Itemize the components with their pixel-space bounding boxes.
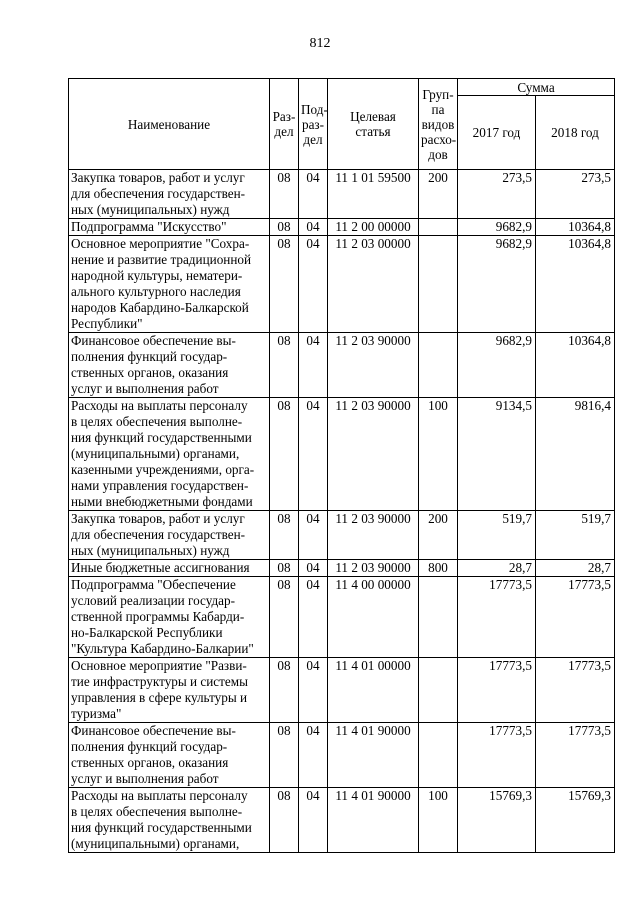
row-podrazdel: 04 <box>299 236 328 333</box>
row-sum-2017: 9682,9 <box>458 219 536 236</box>
header-year-2017: 2017 год <box>458 96 536 170</box>
row-razdel: 08 <box>270 560 299 577</box>
row-sum-2018: 10364,8 <box>536 236 615 333</box>
row-target-article: 11 2 00 00000 <box>328 219 419 236</box>
row-podrazdel: 04 <box>299 658 328 723</box>
row-sum-2018: 28,7 <box>536 560 615 577</box>
row-podrazdel: 04 <box>299 788 328 853</box>
row-expense-group: 100 <box>419 788 458 853</box>
row-name: Финансовое обеспечение вы- полнения функций государ- ственных органов, оказания услуг и выполнения работ <box>69 723 270 788</box>
table-row <box>69 658 615 723</box>
row-target-article: 11 4 01 90000 <box>328 723 419 788</box>
table-row <box>69 398 615 511</box>
row-target-article: 11 2 03 00000 <box>328 236 419 333</box>
header-year-2018: 2018 год <box>536 96 615 170</box>
row-podrazdel: 04 <box>299 219 328 236</box>
header-sum: Сумма <box>458 79 615 96</box>
row-target-article: 11 2 03 90000 <box>328 333 419 398</box>
row-podrazdel: 04 <box>299 333 328 398</box>
row-target-article: 11 4 00 00000 <box>328 577 419 658</box>
table-row <box>69 723 615 788</box>
row-name: Подпрограмма "Искусство" <box>69 219 270 236</box>
row-sum-2017: 9682,9 <box>458 333 536 398</box>
header-podrazdel: Под- раз- дел <box>299 79 328 170</box>
row-razdel: 08 <box>270 236 299 333</box>
table-body <box>69 170 615 853</box>
header-razdel: Раз- дел <box>270 79 299 170</box>
row-name: Основное мероприятие "Сохра- нение и развитие традиционной народной культуры, нематери- ального культурного наследия народов Кабардино-Балкарской Республики" <box>69 236 270 333</box>
row-sum-2017: 17773,5 <box>458 723 536 788</box>
row-sum-2017: 15769,3 <box>458 788 536 853</box>
page-number: 812 <box>309 36 331 51</box>
row-target-article: 11 4 01 00000 <box>328 658 419 723</box>
table-row <box>69 788 615 853</box>
table-row <box>69 511 615 560</box>
row-podrazdel: 04 <box>299 398 328 511</box>
row-podrazdel: 04 <box>299 723 328 788</box>
row-sum-2018: 17773,5 <box>536 577 615 658</box>
table-row <box>69 219 615 236</box>
row-name: Закупка товаров, работ и услуг для обеспечения государствен- ных (муниципальных) нужд <box>69 170 270 219</box>
row-sum-2018: 273,5 <box>536 170 615 219</box>
row-sum-2017: 9682,9 <box>458 236 536 333</box>
table-row <box>69 333 615 398</box>
row-sum-2018: 9816,4 <box>536 398 615 511</box>
row-razdel: 08 <box>270 788 299 853</box>
row-expense-group <box>419 658 458 723</box>
row-sum-2017: 519,7 <box>458 511 536 560</box>
row-razdel: 08 <box>270 658 299 723</box>
row-sum-2018: 10364,8 <box>536 219 615 236</box>
row-name: Финансовое обеспечение вы- полнения функций государ- ственных органов, оказания услуг и выполнения работ <box>69 333 270 398</box>
row-expense-group <box>419 333 458 398</box>
row-razdel: 08 <box>270 511 299 560</box>
row-target-article: 11 2 03 90000 <box>328 398 419 511</box>
header-name: Наименование <box>69 79 270 170</box>
row-razdel: 08 <box>270 577 299 658</box>
row-sum-2017: 17773,5 <box>458 658 536 723</box>
row-name: Закупка товаров, работ и услуг для обеспечения государствен- ных (муниципальных) нужд <box>69 511 270 560</box>
row-razdel: 08 <box>270 723 299 788</box>
row-sum-2017: 9134,5 <box>458 398 536 511</box>
header-target-article: Целевая статья <box>328 79 419 170</box>
row-expense-group: 200 <box>419 170 458 219</box>
row-target-article: 11 2 03 90000 <box>328 560 419 577</box>
row-name: Основное мероприятие "Разви- тие инфраструктуры и системы управления в сфере культуры и туризма" <box>69 658 270 723</box>
row-sum-2018: 17773,5 <box>536 658 615 723</box>
row-razdel: 08 <box>270 219 299 236</box>
row-name: Иные бюджетные ассигнования <box>69 560 270 577</box>
header-expense-group: Груп- па видов расхо- дов <box>419 79 458 170</box>
row-expense-group: 800 <box>419 560 458 577</box>
row-target-article: 11 1 01 59500 <box>328 170 419 219</box>
row-podrazdel: 04 <box>299 560 328 577</box>
row-name: Расходы на выплаты персоналу в целях обеспечения выполне- ния функций государственными (муниципальными) органами, <box>69 788 270 853</box>
table-row <box>69 577 615 658</box>
row-target-article: 11 4 01 90000 <box>328 788 419 853</box>
row-target-article: 11 2 03 90000 <box>328 511 419 560</box>
row-sum-2017: 28,7 <box>458 560 536 577</box>
row-expense-group <box>419 577 458 658</box>
row-expense-group: 100 <box>419 398 458 511</box>
row-sum-2017: 273,5 <box>458 170 536 219</box>
row-razdel: 08 <box>270 398 299 511</box>
budget-table <box>68 78 615 853</box>
row-name: Подпрограмма "Обеспечение условий реализации государ- ственной программы Кабарди- но-Балкарской Республики "Культура Кабардино-Балкарии" <box>69 577 270 658</box>
row-podrazdel: 04 <box>299 511 328 560</box>
table-row <box>69 560 615 577</box>
row-razdel: 08 <box>270 170 299 219</box>
row-podrazdel: 04 <box>299 170 328 219</box>
row-expense-group <box>419 219 458 236</box>
table-row <box>69 170 615 219</box>
row-sum-2017: 17773,5 <box>458 577 536 658</box>
row-expense-group: 200 <box>419 511 458 560</box>
row-sum-2018: 15769,3 <box>536 788 615 853</box>
row-sum-2018: 17773,5 <box>536 723 615 788</box>
row-podrazdel: 04 <box>299 577 328 658</box>
row-sum-2018: 519,7 <box>536 511 615 560</box>
table-row <box>69 236 615 333</box>
row-sum-2018: 10364,8 <box>536 333 615 398</box>
row-expense-group <box>419 723 458 788</box>
row-razdel: 08 <box>270 333 299 398</box>
row-name: Расходы на выплаты персоналу в целях обеспечения выполне- ния функций государственными (муниципальными) органами, казенными учреждениями, орга- нами управления государствен- ными внебюджетными фондами <box>69 398 270 511</box>
row-expense-group <box>419 236 458 333</box>
